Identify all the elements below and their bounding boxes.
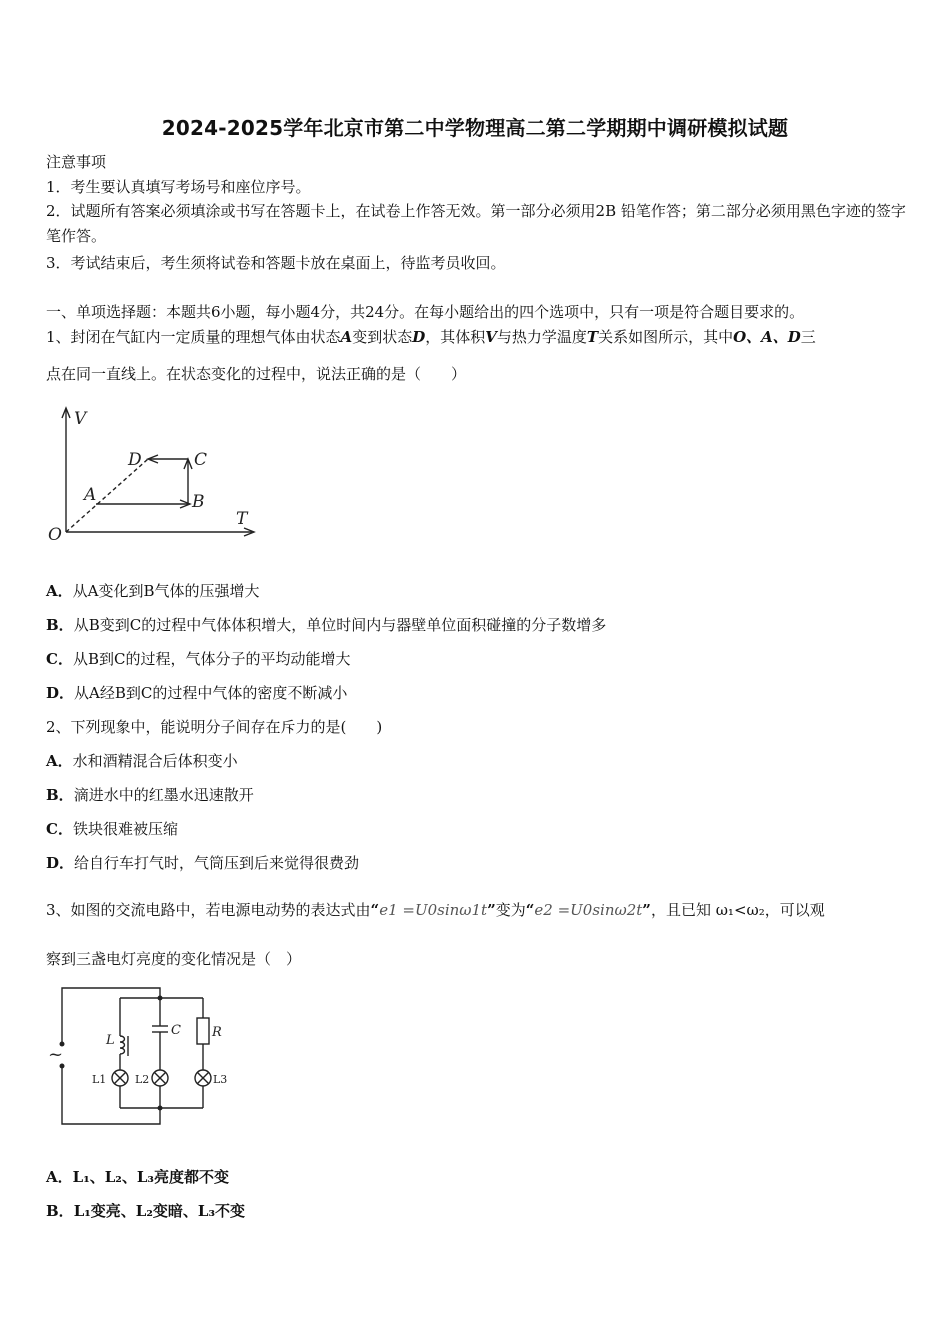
label-inductor: L [106,1033,115,1048]
source-symbol: ~ [48,1044,64,1065]
q3-option-b: B．L₁变亮、L₂变暗、L₃不变 [46,1202,246,1220]
q2-stem: 2、下列现象中，能说明分子间存在斥力的是( ) [46,718,383,736]
q1-option-a: A．从A变化到B气体的压强增大 [46,582,260,600]
notice-heading: 注意事项 [46,153,107,171]
notice-item-3: 3．考试结束后，考生须将试卷和答题卡放在桌面上，待监考员收回。 [46,254,506,272]
q2-option-c: C．铁块很难被压缩 [46,820,178,838]
q2-option-d: D．给自行车打气时，气筒压到后来觉得很费劲 [46,854,360,872]
section-heading: 一、单项选择题：本题共6小题，每小题4分，共24分。在每小题给出的四个选项中，只有一项是符合题目要求的。 [46,303,805,321]
q1-stem-line2: 点在同一直线上。在状态变化的过程中，说法正确的是（ ） [46,365,467,383]
page-title: 2024-2025学年北京市第二中学物理高二第二学期期中调研模拟试题 [161,116,789,140]
q1-option-d: D．从A经B到C的过程中气体的密度不断减小 [46,684,348,702]
label-t: T [236,509,248,529]
label-lamp1: L1 [92,1073,107,1086]
q3-stem-line2: 察到三盏电灯亮度的变化情况是（ ） [46,950,302,968]
q1-stem-line1: 1、封闭在气缸内一定质量的理想气体由状态A变到状态D，其体积V与热力学温度T关系如图所示，其中O、A、D三 [46,328,816,346]
q3-circuit-diagram [40,980,250,1130]
label-lamp2: L2 [135,1073,150,1086]
label-a: A [84,485,97,505]
label-c: C [194,450,208,470]
label-lamp3: L3 [213,1073,228,1086]
q3-formula-2: e2 =U0sinω2t [534,901,643,919]
label-resistor: R [212,1025,222,1040]
label-o: O [48,525,62,545]
q2-option-b: B．滴进水中的红墨水迅速散开 [46,786,254,804]
q3-stem-line1: 3、如图的交流电路中，若电源电动势的表达式由“e1 =U0sinω1t”变为“e2 =U0sinω2t”，且已知 ω₁<ω₂，可以观 [46,901,825,919]
q3-option-a: A．L₁、L₂、L₃亮度都不变 [46,1168,229,1186]
q3-formula-1: e1 =U0sinω1t [379,901,488,919]
label-capacitor: C [171,1023,181,1038]
label-b: B [192,492,205,512]
q1-option-b: B．从B变到C的过程中气体体积增大，单位时间内与器壁单位面积碰撞的分子数增多 [46,616,607,634]
inductor-coil [120,1036,125,1054]
resistor [197,1018,209,1044]
q1-option-c: C．从B到C的过程，气体分子的平均动能增大 [46,650,351,668]
q2-option-a: A．水和酒精混合后体积变小 [46,752,238,770]
notice-item-2: 2．试题所有答案必须填涂或书写在答题卡上，在试卷上作答无效。第一部分必须用2B 铅笔作答；第二部分必须用黑色字迹的签字笔作答。 [46,202,906,245]
label-v: V [74,409,87,429]
q1-vt-graph [40,400,270,550]
notice-item-1: 1．考生要认真填写考场号和座位序号。 [46,178,311,196]
label-d: D [128,450,142,470]
